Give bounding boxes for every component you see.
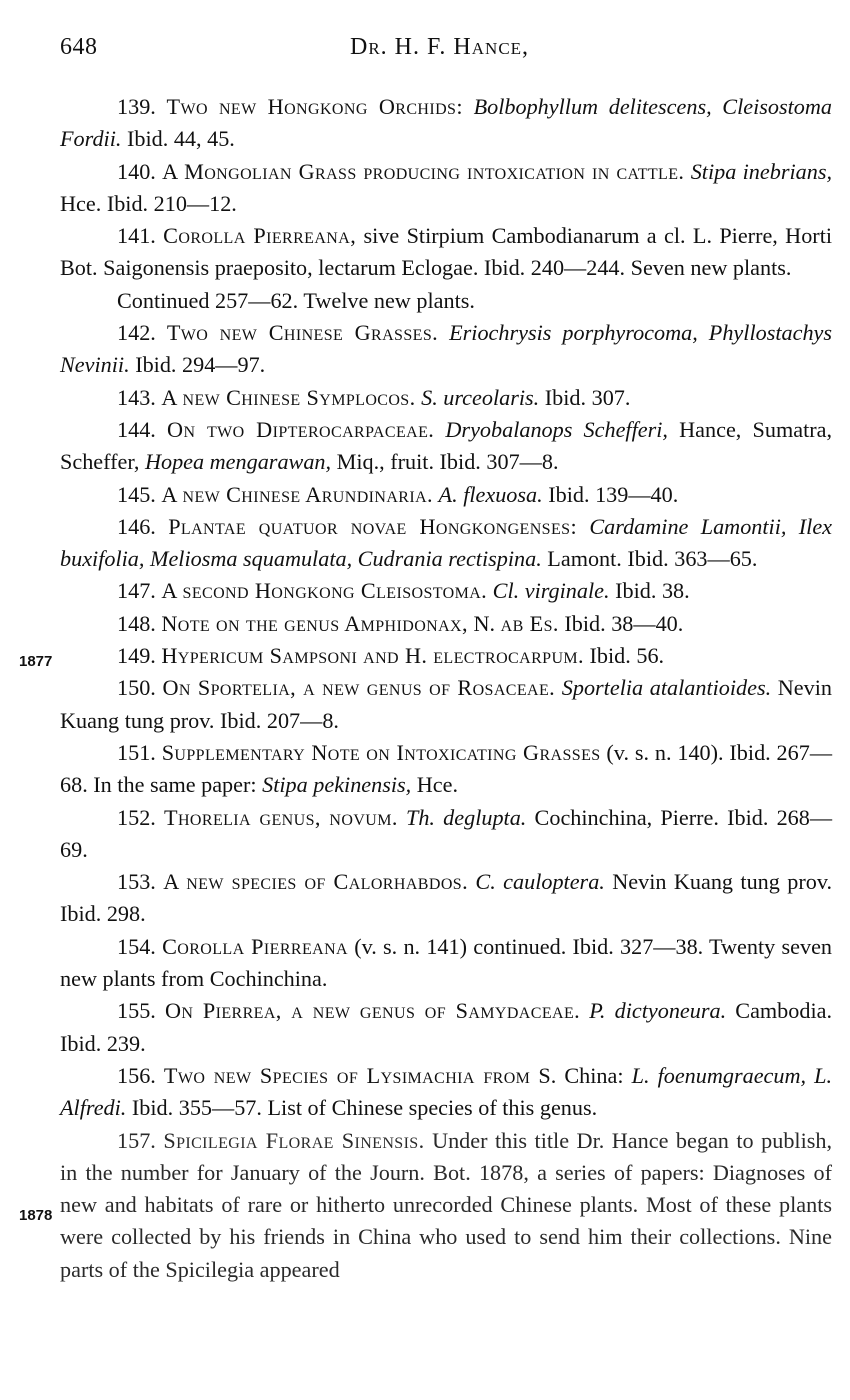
entry-number: 142. [117, 320, 156, 346]
entry-title: A new Chinese Arundinaria. [161, 481, 433, 507]
entry-detail: Hance, Sumatra, Scheffer, [60, 416, 833, 475]
species-names: Th. deglupta. [406, 804, 527, 830]
entry-number: 154. [117, 933, 156, 959]
species-names: Eriochrysis porphyrocoma, Phyllostachys Nevinii. [60, 320, 833, 378]
entry-reference: Ibid. 44, 45. [126, 126, 235, 152]
entry-143 [60, 382, 832, 414]
entry-reference: Cochinchina, Pierre. Ibid. 268—69. [60, 804, 833, 862]
entry-number: 147. [117, 578, 156, 604]
species-names-2: Hopea mengarawan, [144, 449, 332, 475]
entry-reference: sive Stirpium Cambodianarum a cl. L. Pierre, Horti Bot. Saigonensis praeposito, lectarum Eclogae. Ibid. 240—244. Seven new plants. [60, 223, 833, 281]
entry-151 [60, 737, 832, 802]
entry-title: Corolla Pierreana, [163, 223, 357, 249]
entry-reference: Ibid. 38. [615, 578, 690, 604]
entry-reference: (v. s. n. 141) continued. Ibid. 327—38. Twenty seven new plants from Cochinchina. [60, 933, 833, 992]
entry-title: Two new Hongkong Orchids: [166, 94, 463, 119]
entry-144 [60, 414, 832, 479]
entry-number: 143. [117, 384, 156, 410]
entry-number: 146. [117, 513, 156, 539]
entry-title: Plantae quatuor novae Hongkongenses: [168, 513, 578, 539]
entry-150 [60, 672, 832, 737]
species-names: Stipa pekinensis, [262, 772, 412, 798]
entry-number: 144. [117, 416, 156, 442]
species-names: P. dictyoneura. [589, 998, 727, 1024]
entry-152 [60, 802, 832, 867]
species-names: Stipa inebrians, [690, 158, 833, 184]
entry-number: 150. [117, 675, 156, 701]
entry-detail: S. China: [538, 1062, 624, 1088]
entry-reference: Hce. Ibid. 210—12. [60, 190, 237, 216]
entry-title: Thorelia genus, novum. [164, 804, 398, 830]
entry-title: A second Hongkong Cleisostoma. [161, 578, 488, 604]
entry-number: 148. [117, 610, 156, 636]
entry-title: On Pierrea, a new genus of Samydaceae. [164, 998, 581, 1024]
entry-number: 152. [117, 804, 156, 830]
species-names: S. urceolaris. [421, 384, 540, 410]
entry-155 [60, 995, 832, 1060]
entry-reference: Cambodia. Ibid. 239. [60, 998, 833, 1056]
entry-detail: N. [473, 610, 496, 636]
entry-title: On Sportelia, a new genus of Rosaceae. [162, 675, 556, 701]
entry-number: 157. [117, 1127, 156, 1153]
entry-145 [60, 479, 832, 511]
entry-141 [60, 220, 832, 285]
entry-reference: Ibid. 38—40. [564, 610, 684, 636]
entry-139 [60, 91, 832, 156]
entry-141-continued: Continued 257—62. Twelve new plants. [117, 287, 475, 313]
entry-reference: Ibid. 355—57. List of Chinese species of this genus. [131, 1095, 598, 1121]
species-names: Cl. virginale. [492, 578, 610, 604]
page-header [0, 34, 850, 68]
entry-number: 155. [117, 998, 156, 1024]
entry-142 [60, 317, 832, 382]
entry-title: Corolla Pierreana [162, 933, 348, 959]
entry-title: A new Chinese Symplocos. [161, 384, 416, 410]
entry-reference: Ibid. 307. [544, 384, 631, 410]
margin-year-1877: 1877 [19, 653, 53, 670]
entry-title: A new species of Calorhabdos. [163, 869, 469, 895]
species-names: A. flexuosa. [438, 481, 543, 507]
entry-title: Spicilegia Florae Sinensis. [163, 1127, 425, 1153]
entry-title: Hypericum Sampsoni and H. electrocarpum. [161, 643, 584, 669]
entry-number: 145. [117, 481, 156, 507]
entry-reference: Ibid. 139—40. [548, 481, 679, 507]
entry-140 [60, 156, 832, 221]
species-names: C. cauloptera. [475, 869, 605, 895]
page-number: 648 [60, 34, 98, 60]
entry-number: 156. [117, 1062, 156, 1088]
entry-title: Note on the genus Amphidonax, [161, 610, 468, 636]
entry-number: 141. [117, 223, 156, 249]
entry-reference: Ibid. 56. [589, 643, 665, 669]
species-names: Cardamine Lamontii, Ilex buxifolia, Meliosma squamulata, Cudrania rectispina. [60, 513, 833, 572]
entry-title: Supplementary Note on Intoxicating Grasses [161, 739, 601, 765]
entry-reference: Nevin Kuang tung prov. Ibid. 207—8. [60, 675, 833, 733]
bibliography-list [60, 91, 832, 1286]
entry-146 [60, 511, 832, 576]
entry-153 [60, 866, 832, 931]
entry-156 [60, 1060, 832, 1125]
species-names: L. foenumgraecum, L. Alfredi. [60, 1062, 833, 1121]
entry-reference: Under this title Dr. Hance began to publish, in the number for January of the Journ. Bot. 1878, a series of papers: Diagnoses of new and habitats of rare or hitherto unrecorded Chinese plants. Most of these plants were collected by his friends in China who used to send him their collections. Nine parts of the Spicilegia appeared [60, 1127, 833, 1282]
running-head: Dr. H. F. Hance, [350, 34, 530, 60]
entry-reference: Ibid. 294—97. [135, 352, 266, 378]
entry-title: A Mongolian Grass producing intoxication in cattle. [162, 158, 685, 184]
margin-year-1878: 1878 [19, 1207, 53, 1224]
entry-reference: Miq., fruit. Ibid. 307—8. [336, 449, 559, 475]
entry-title: On two Dipterocarpaceae. [167, 416, 435, 442]
entry-reference: Lamont. Ibid. 363—65. [547, 546, 758, 572]
species-names: Dryobalanops Schefferi, [445, 416, 668, 442]
entry-reference: Nevin Kuang tung prov. Ibid. 298. [60, 869, 833, 927]
entry-number: 151. [117, 739, 156, 765]
entry-title: Two new Chinese Grasses. [166, 320, 439, 346]
species-names: Bolbophyllum delitescens, Cleisostoma Fordii. [60, 94, 833, 152]
entry-number: 153. [117, 869, 156, 895]
species-names: Sportelia atalantioides. [561, 675, 772, 701]
entry-number: 139. [117, 94, 156, 119]
entry-number: 140. [117, 158, 156, 184]
entry-title-2: ab Es. [500, 610, 559, 636]
entry-157 [60, 1125, 832, 1286]
entry-detail: (v. s. n. 140). Ibid. 267—68. In the same paper: [60, 739, 833, 798]
entry-149 [60, 640, 832, 672]
entry-reference: Hce. [416, 772, 459, 798]
entry-154 [60, 931, 832, 996]
entry-147 [60, 575, 832, 607]
entry-148 [60, 608, 832, 640]
entry-title: Two new Species of Lysimachia from [163, 1062, 531, 1088]
entry-number: 149. [117, 643, 156, 669]
